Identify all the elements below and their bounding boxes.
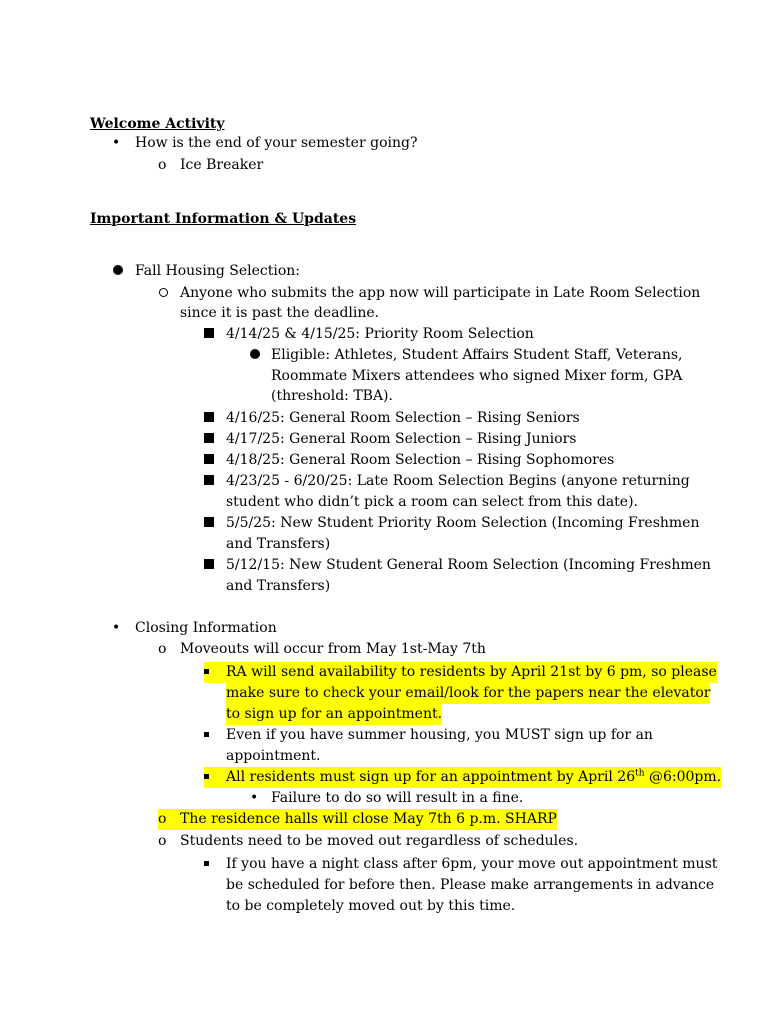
late-selection-note-line1: Anyone who submits the app now will participate in Late Room Selection <box>180 285 701 301</box>
small-square-bullet-icon <box>204 662 226 683</box>
sub-bullet-marker: o <box>158 809 180 830</box>
juniors-item: 4/17/25: General Room Selection – Rising Juniors <box>226 431 577 447</box>
bullet-icon <box>250 345 260 366</box>
new-general-line1: 5/12/15: New Student General Room Selection (Incoming Freshmen <box>226 557 711 573</box>
bullet-icon: • <box>112 620 121 636</box>
moved-out-item: Students need to be moved out regardless of schedules. <box>180 833 579 849</box>
ra-availability-line1: RA will send availability to residents by April 21st by 6 pm, so please <box>226 662 717 683</box>
square-bullet-icon <box>204 555 214 576</box>
square-bullet-icon <box>204 513 214 534</box>
square-bullet-icon <box>204 408 214 429</box>
square-bullet-icon <box>204 471 214 492</box>
halls-close-item: The residence halls will close May 7th 6 p.m. SHARP <box>180 809 557 830</box>
eligible-line1: Eligible: Athletes, Student Affairs Student Staff, Veterans, <box>271 347 683 363</box>
late-selection-line2: student who didn’t pick a room can select from this date). <box>226 494 638 510</box>
small-square-bullet-icon <box>204 854 209 875</box>
small-square-bullet-icon <box>204 767 226 788</box>
important-heading: Important Information & Updates <box>90 211 357 227</box>
ra-availability-line3: to sign up for an appointment. <box>226 704 442 725</box>
moveouts-item: Moveouts will occur from May 1st-May 7th <box>180 641 486 657</box>
sub-bullet-marker: o <box>158 833 167 849</box>
night-class-line2: be scheduled for before then. Please make arrangements in advance <box>226 877 715 893</box>
square-bullet-icon <box>204 429 214 450</box>
square-bullet-icon <box>204 450 214 471</box>
bullet-icon <box>113 261 123 282</box>
priority-selection-item: 4/14/25 & 4/15/25: Priority Room Selection <box>226 326 534 342</box>
sub-bullet-marker: o <box>158 157 167 173</box>
ra-availability-line2: make sure to check your email/look for the papers near the elevator <box>226 683 710 704</box>
ring-bullet-icon <box>159 283 168 304</box>
welcome-question: How is the end of your semester going? <box>135 135 418 151</box>
night-class-line1: If you have a night class after 6pm, your move out appointment must <box>226 856 718 872</box>
bullet-icon: • <box>250 790 259 806</box>
night-class-line3: to be completely moved out by this time. <box>226 898 516 914</box>
late-selection-note-line2: since it is past the deadline. <box>180 305 380 321</box>
ice-breaker-item: Ice Breaker <box>180 157 264 173</box>
small-square-bullet-icon <box>204 725 209 746</box>
housing-title: Fall Housing Selection: <box>135 263 301 279</box>
summer-housing-line1: Even if you have summer housing, you MUST sign up for an <box>226 727 653 743</box>
eligible-line3: (threshold: TBA). <box>271 388 393 404</box>
all-residents-text: All residents must sign up for an appointment by April 26 <box>226 769 636 785</box>
seniors-item: 4/16/25: General Room Selection – Rising Seniors <box>226 410 580 426</box>
all-residents-item <box>226 767 721 788</box>
bullet-icon: • <box>112 135 121 151</box>
fine-item: Failure to do so will result in a fine. <box>271 790 524 806</box>
sub-bullet-marker: o <box>158 641 167 657</box>
new-priority-line1: 5/5/25: New Student Priority Room Selection (Incoming Freshmen <box>226 515 700 531</box>
summer-housing-line2: appointment. <box>226 748 321 764</box>
all-residents-time: @6:00pm. <box>644 769 722 785</box>
late-selection-line1: 4/23/25 - 6/20/25: Late Room Selection Begins (anyone returning <box>226 473 690 489</box>
closing-title: Closing Information <box>135 620 277 636</box>
new-general-line2: and Transfers) <box>226 578 331 594</box>
ordinal-suffix: th <box>635 768 645 779</box>
sophomores-item: 4/18/25: General Room Selection – Rising Sophomores <box>226 452 615 468</box>
new-priority-line2: and Transfers) <box>226 536 331 552</box>
welcome-heading: Welcome Activity <box>90 116 225 132</box>
square-bullet-icon <box>204 324 214 345</box>
eligible-line2: Roommate Mixers attendees who signed Mixer form, GPA <box>271 368 683 384</box>
